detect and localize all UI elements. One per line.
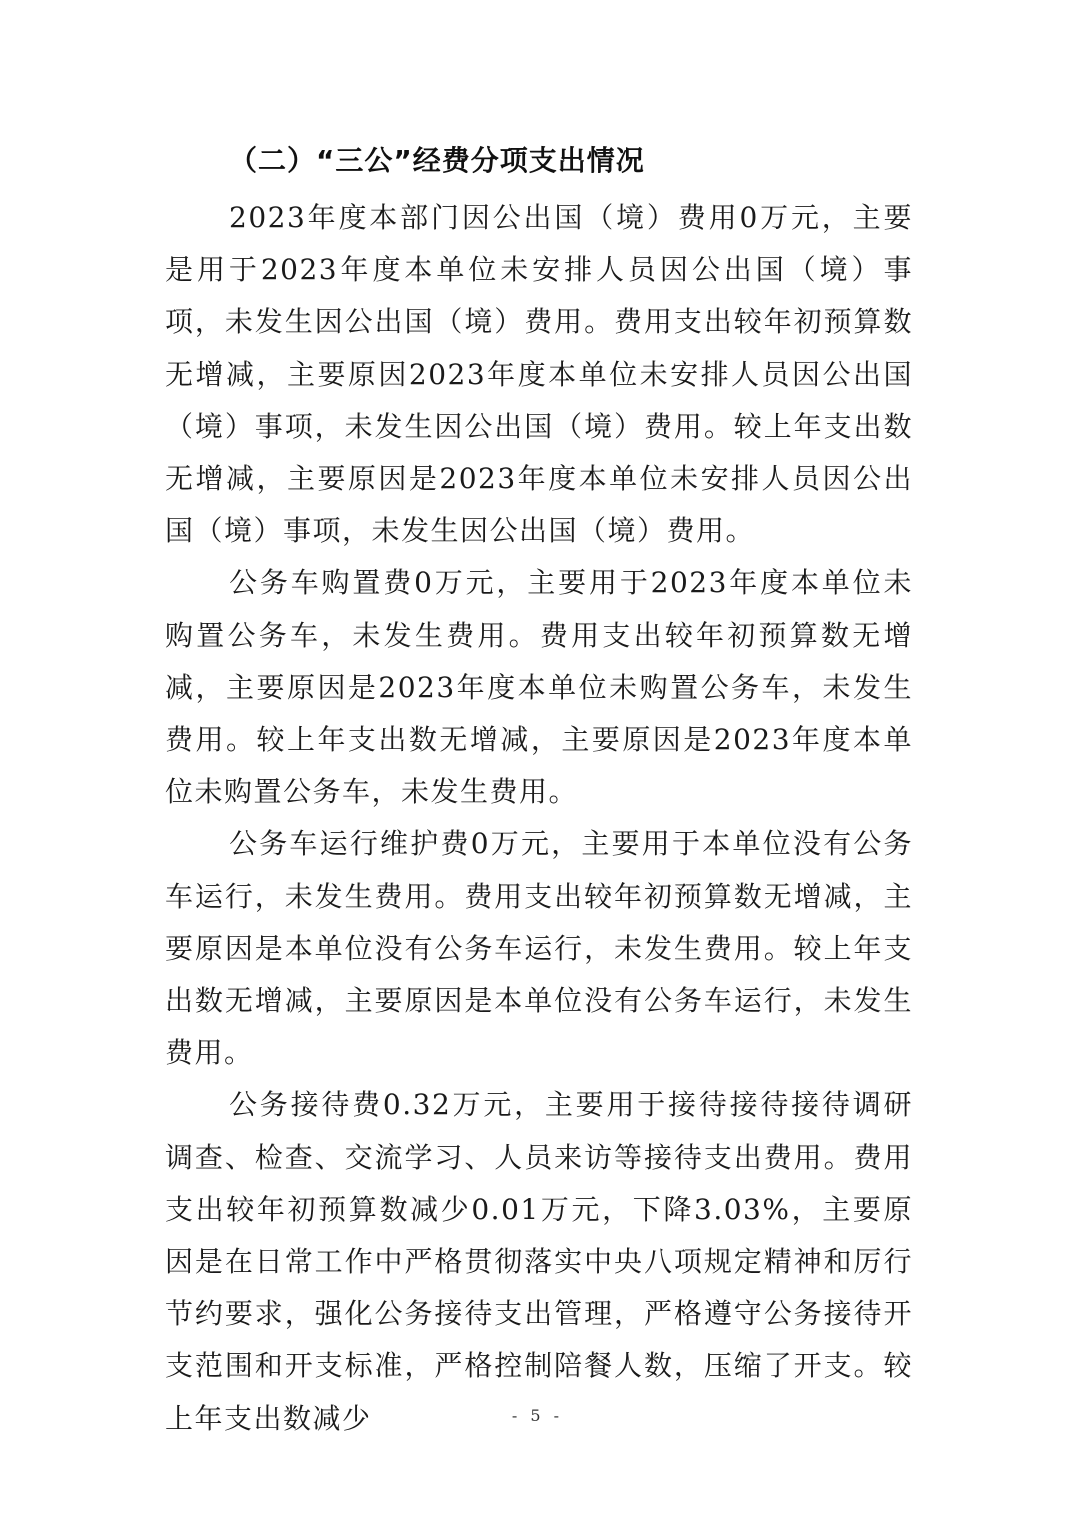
paragraph-vehicle-maintenance: 公务车运行维护费0万元，主要用于本单位没有公务车运行，未发生费用。费用支出较年初预算数无增减，主要原因是本单位没有公务车运行，未发生费用。较上年支出数无增减，主要原因是本单位没有公务车运行，未发生费用。 (165, 827, 913, 1070)
document-body (165, 130, 913, 1445)
paragraph-official-reception: 公务接待费0.32万元，主要用于接待接待接待调研调查、检查、交流学习、人员来访等接待支出费用。费用支出较年初预算数减少0.01万元，下降3.03%，主要原因是在日常工作中严格贯彻落实中央八项规定精神和厉行节约要求，强化公务接待支出管理，严格遵守公务接待开支范围和开支标准，严格控制陪餐人数，压缩了开支。较上年支出数减少 (165, 1088, 913, 1435)
section-heading: （二）“三公”经费分项支出情况 (229, 144, 645, 177)
paragraph-vehicle-purchase: 公务车购置费0万元，主要用于2023年度本单位未购置公务车，未发生费用。费用支出较年初预算数无增减，主要原因是2023年度本单位未购置公务车，未发生费用。较上年支出数无增减，主要原因是2023年度本单位未购置公务车，未发生费用。 (165, 566, 913, 809)
page-number: - 5 - (511, 1406, 564, 1425)
paragraph-overseas-travel: 2023年度本部门因公出国（境）费用0万元，主要是用于2023年度本单位未安排人员因公出国（境）事项，未发生因公出国（境）费用。费用支出较年初预算数无增减，主要原因2023年度本单位未安排人员因公出国（境）事项，未发生因公出国（境）费用。较上年支出数无增减，主要原因是2023年度本单位未安排人员因公出国（境）事项，未发生因公出国（境）费用。 (165, 201, 913, 548)
